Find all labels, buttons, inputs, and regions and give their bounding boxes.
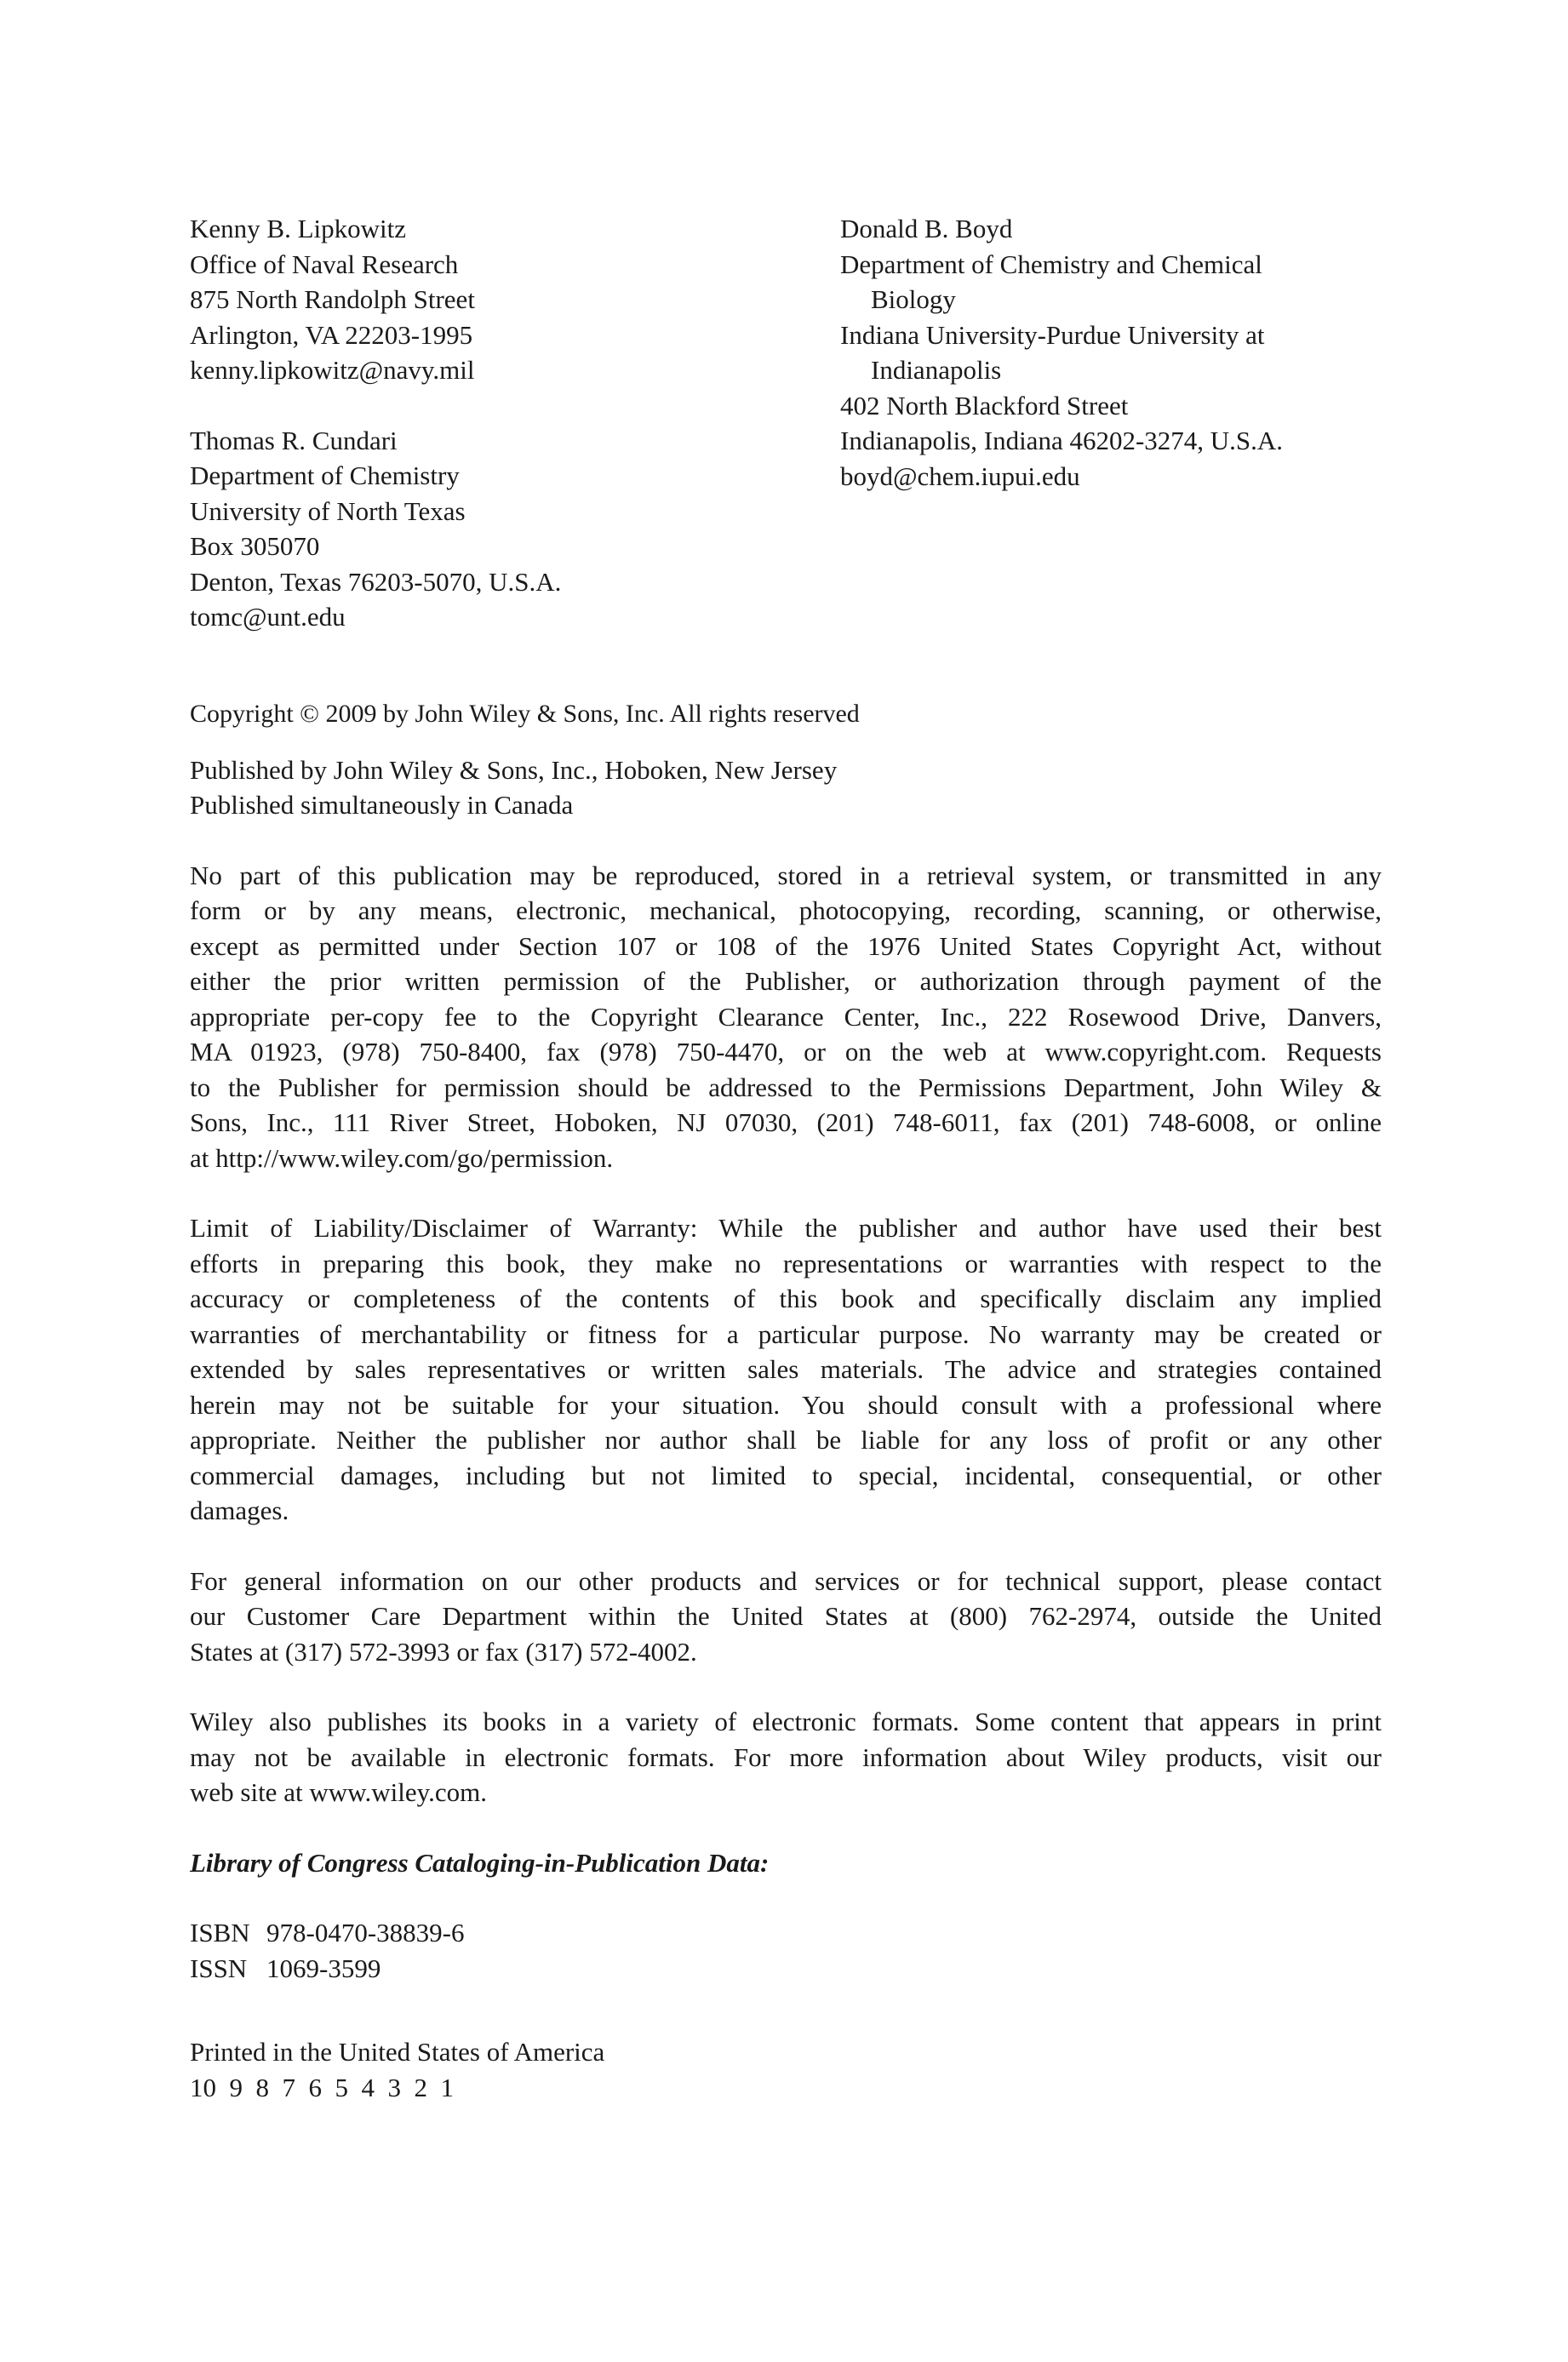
editor-address-line: Department of Chemistry bbox=[190, 460, 460, 490]
text-line: Sons, Inc., 111 River Street, Hoboken, NJ 07030, (201) 748-6011, fax (201) 748-6008, or online bbox=[190, 1107, 1382, 1137]
print-line: 10 9 8 7 6 5 4 3 2 1 bbox=[190, 2072, 454, 2102]
cip-heading-block bbox=[190, 1845, 1382, 1881]
text-line: either the prior written permission of the Publisher, or authorization through payment of the bbox=[190, 966, 1382, 996]
text-line: Wiley also publishes its books in a variety of electronic formats. Some content that appears in print bbox=[190, 1707, 1382, 1736]
editor-address-line: Department of Chemistry and Chemical bbox=[840, 249, 1262, 279]
text-line: at http://www.wiley.com/go/permission. bbox=[190, 1142, 614, 1173]
editor-address-line: Biology bbox=[871, 284, 956, 314]
editor-email: boyd@chem.iupui.edu bbox=[840, 460, 1080, 491]
editor-address-line: 402 North Blackford Street bbox=[840, 390, 1129, 420]
editor-address-line: 875 North Randolph Street bbox=[190, 284, 475, 314]
text-line: Limit of Liability/Disclaimer of Warranty: While the publisher and author have used their best bbox=[190, 1213, 1382, 1243]
text-line: except as permitted under Section 107 or 108 of the 1976 United States Copyright Act, without bbox=[190, 930, 1382, 961]
text-line: No part of this publication may be reproduced, stored in a retrieval system, or transmitted in any bbox=[190, 860, 1382, 890]
editor-email: kenny.lipkowitz@navy.mil bbox=[190, 355, 475, 385]
text-line: extended by sales representatives or written sales materials. The advice and strategies contained bbox=[190, 1354, 1382, 1384]
identifier-value: 978-0470-38839-6 bbox=[266, 1918, 465, 1947]
text-line: to the Publisher for permission should be addressed to the Permissions Department, John Wiley & bbox=[190, 1072, 1382, 1102]
editor-address-line: Box 305070 bbox=[190, 531, 320, 561]
published-line: Published by John Wiley & Sons, Inc., Hoboken, New Jersey bbox=[190, 754, 838, 785]
printed-in: Printed in the United States of America bbox=[190, 2037, 605, 2067]
identifier-label: ISSN bbox=[190, 1953, 248, 1983]
cip-heading: Library of Congress Cataloging-in-Publication Data: bbox=[190, 1847, 770, 1878]
text-line: appropriate per-copy fee to the Copyright Clearance Center, Inc., 222 Rosewood Drive, Danvers, bbox=[190, 1001, 1382, 1032]
text-line: our Customer Care Department within the United States at (800) 762-2974, outside the United bbox=[190, 1601, 1382, 1631]
electronic-formats-paragraph bbox=[190, 1704, 1382, 1810]
editor-name: Kenny B. Lipkowitz bbox=[190, 214, 406, 243]
text-line: accuracy or completeness of the contents of this book and specifically disclaim any implied bbox=[190, 1284, 1382, 1313]
isbn-row bbox=[190, 1915, 1382, 1951]
text-line: appropriate. Neither the publisher nor author shall be liable for any loss of profit or any other bbox=[190, 1425, 1382, 1455]
publisher-info bbox=[190, 752, 1382, 823]
editor-address-line: Indianapolis bbox=[871, 355, 1002, 385]
issn-row bbox=[190, 1951, 1382, 1987]
copyright-notice bbox=[190, 696, 1382, 732]
editor-name: Thomas R. Cundari bbox=[190, 425, 398, 455]
editor-addresses-right bbox=[840, 211, 1419, 494]
text-line: For general information on our other products and services or for technical support, please contact bbox=[190, 1565, 1382, 1596]
identifier-value: 1069-3599 bbox=[266, 1953, 381, 1983]
identifier-label: ISBN bbox=[190, 1918, 250, 1947]
identifiers bbox=[190, 1915, 1382, 1986]
text-line: form or by any means, electronic, mechanical, photocopying, recording, scanning, or otherwise, bbox=[190, 895, 1382, 925]
editor-addresses-left bbox=[190, 211, 803, 635]
text-line: herein may not be suitable for your situation. You should consult with a professional where bbox=[190, 1389, 1382, 1420]
editor-address-line: Arlington, VA 22203-1995 bbox=[190, 319, 473, 350]
text-line: web site at www.wiley.com. bbox=[190, 1777, 487, 1807]
text-line: commercial damages, including but not limited to special, incidental, consequential, or other bbox=[190, 1460, 1382, 1490]
editor-email: tomc@unt.edu bbox=[190, 602, 346, 632]
legal-text bbox=[190, 696, 1382, 2140]
text-line: warranties of merchantability or fitness for a particular purpose. No warranty may be created or bbox=[190, 1318, 1382, 1349]
editor-address-line: University of North Texas bbox=[190, 495, 466, 526]
general-info-paragraph bbox=[190, 1564, 1382, 1670]
text-line: efforts in preparing this book, they make no representations or warranties with respect to the bbox=[190, 1248, 1382, 1278]
liability-paragraph bbox=[190, 1210, 1382, 1529]
spacer bbox=[190, 388, 803, 423]
editor-address-line: Indianapolis, Indiana 46202-3274, U.S.A. bbox=[840, 426, 1284, 455]
text-line: damages. bbox=[190, 1496, 289, 1525]
permissions-paragraph bbox=[190, 858, 1382, 1176]
editor-name: Donald B. Boyd bbox=[840, 214, 1013, 243]
published-line: Published simultaneously in Canada bbox=[190, 790, 574, 820]
editor-address-line: Denton, Texas 76203-5070, U.S.A. bbox=[190, 566, 562, 597]
editor-address-line: Indiana University-Purdue University at bbox=[840, 319, 1265, 350]
text-line: may not be available in electronic formats. For more information about Wiley products, visit our bbox=[190, 1741, 1382, 1772]
editor-address-line: Office of Naval Research bbox=[190, 249, 459, 279]
text-line: MA 01923, (978) 750-8400, fax (978) 750-4470, or on the web at www.copyright.com. Requests bbox=[190, 1037, 1382, 1067]
copyright-line: Copyright © 2009 by John Wiley & Sons, Inc. All rights reserved bbox=[190, 700, 860, 728]
printing-info bbox=[190, 2034, 1382, 2105]
text-line: States at (317) 572-3993 or fax (317) 572-4002. bbox=[190, 1636, 697, 1667]
